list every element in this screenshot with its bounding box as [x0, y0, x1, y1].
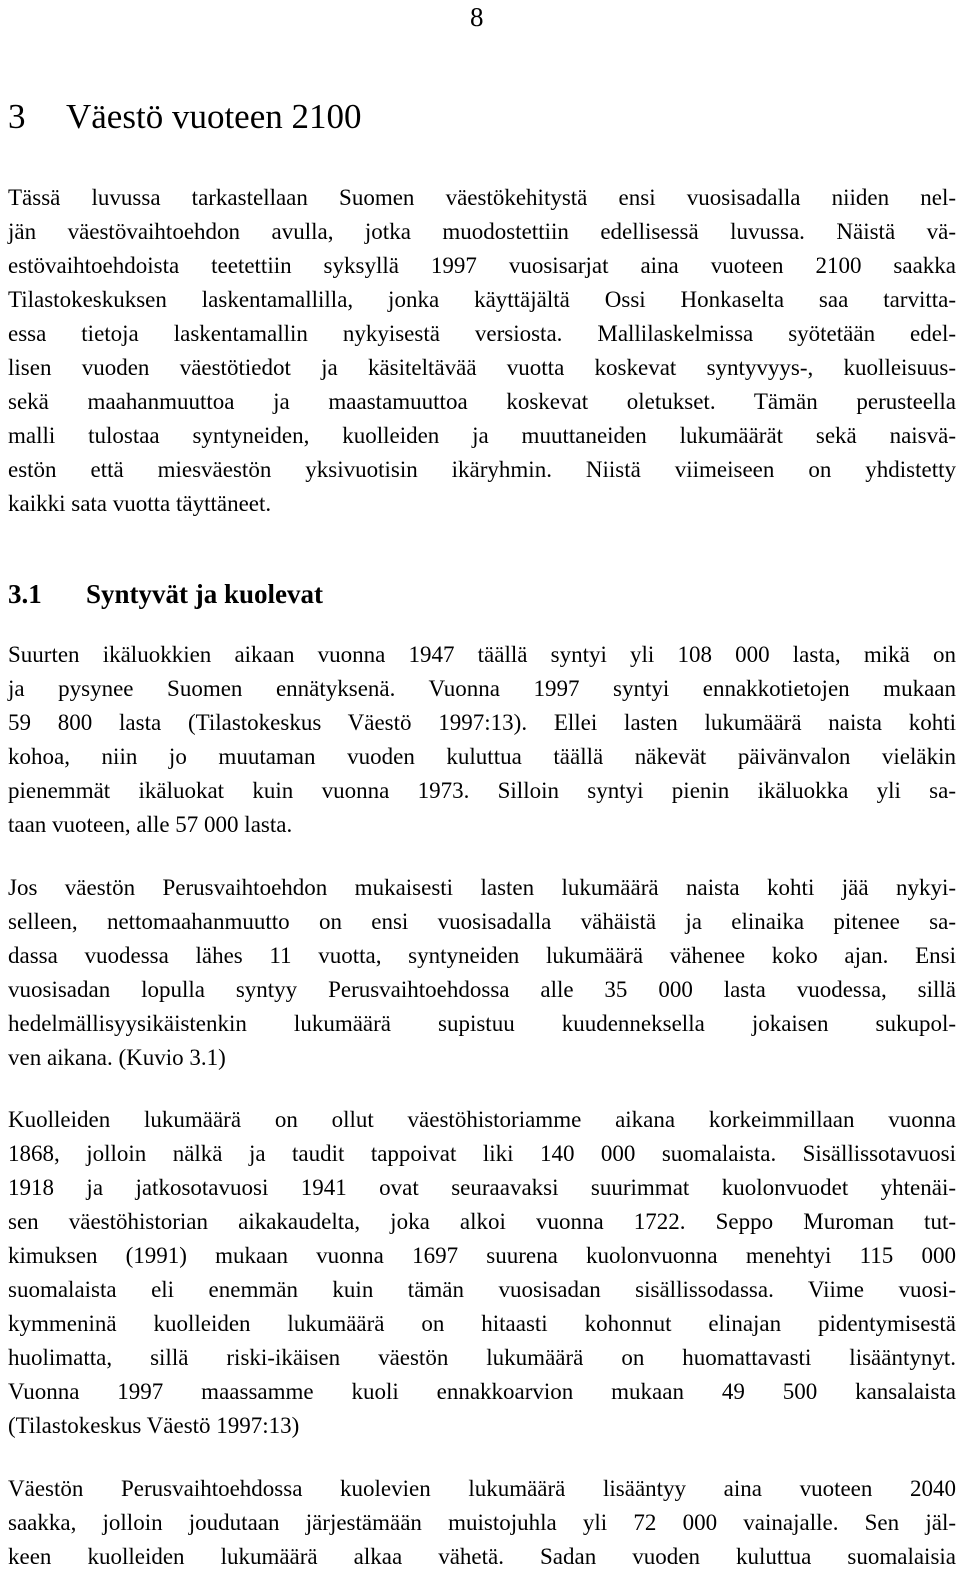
text-line: suomalaista eli enemmän kuin tämän vuosisadan sisällissodassa. Viime vuosi- — [8, 1277, 956, 1302]
text-line: kohoa, niin jo muutaman vuoden kuluttua täällä näkevät päivänvalon vieläkin — [8, 744, 956, 769]
text-line: huolimatta, sillä riski-ikäisen väestön lukumäärä on huomattavasti lisääntynyt. — [8, 1345, 956, 1370]
text-line: saakka, jolloin joudutaan järjestämään muistojuhla yli 72 000 vainajalle. Sen jäl- — [8, 1510, 956, 1535]
text-line: hedelmällisyysikäistenkin lukumäärä supistuu kuudenneksella jokaisen sukupol- — [8, 1011, 956, 1036]
text-line: sekä maahanmuuttoa ja maastamuuttoa koskevat oletukset. Tämän perusteella — [8, 389, 956, 414]
paragraph-intro — [8, 181, 956, 521]
section-number: 3.1 — [8, 579, 42, 609]
text-line: (Tilastokeskus Väestö 1997:13) — [8, 1413, 300, 1438]
paragraph-births-history — [8, 638, 956, 842]
text-line: Väestön Perusvaihtoehdossa kuolevien lukumäärä lisääntyy aina vuoteen 2040 — [8, 1476, 956, 1501]
text-line: Tässä luvussa tarkastellaan Suomen väestökehitystä ensi vuosisadalla niiden nel- — [8, 185, 956, 210]
text-line: selleen, nettomaahanmuutto on ensi vuosisadalla vähäistä ja elinaika pitenee sa- — [8, 909, 956, 934]
text-line: Suurten ikäluokkien aikaan vuonna 1947 täällä syntyi yli 108 000 lasta, mikä on — [8, 642, 956, 667]
chapter-title — [8, 96, 361, 138]
section-title — [8, 576, 323, 612]
text-line: estön että miesväestön yksivuotisin ikäryhmin. Niistä viimeiseen on yhdistetty — [8, 457, 956, 482]
chapter-number: 3 — [8, 97, 26, 136]
text-line: taan vuoteen, alle 57 000 lasta. — [8, 812, 293, 837]
text-line: sen väestöhistorian aikakaudelta, joka alkoi vuonna 1722. Seppo Muroman tut- — [8, 1209, 956, 1234]
paragraph-deaths-history — [8, 1103, 956, 1443]
text-line: essa tietoja laskentamallin nykyisestä versiosta. Mallilaskelmissa syötetään edel- — [8, 321, 956, 346]
paragraph-births-projection — [8, 871, 956, 1075]
text-line: Vuonna 1997 maassamme kuoli ennakkoarvion mukaan 49 500 kansalaista — [8, 1379, 956, 1404]
text-line: 1918 ja jatkosotavuosi 1941 ovat seuraavaksi suurimmat kuolonvuodet yhtenäi- — [8, 1175, 956, 1200]
text-line: lisen vuoden väestötiedot ja käsiteltävää vuotta koskevat syntyvyys-, kuolleisuus- — [8, 355, 956, 380]
text-line: malli tulostaa syntyneiden, kuolleiden ja muuttaneiden lukumäärät sekä naisvä- — [8, 423, 956, 448]
text-line: estövaihtoehdoista teetettiin syksyllä 1997 vuosisarjat aina vuoteen 2100 saakka — [8, 253, 956, 278]
text-line: Kuolleiden lukumäärä on ollut väestöhistoriamme aikana korkeimmillaan vuonna — [8, 1107, 956, 1132]
text-line: kaikki sata vuotta täyttäneet. — [8, 491, 272, 516]
text-line: Jos väestön Perusvaihtoehdon mukaisesti lasten lukumäärä naista kohti jää nykyi- — [8, 875, 956, 900]
text-line: kimuksen (1991) mukaan vuonna 1697 suurena kuolonvuonna menehtyi 115 000 — [8, 1243, 956, 1268]
text-line: ven aikana. (Kuvio 3.1) — [8, 1045, 226, 1070]
text-line: dassa vuodessa lähes 11 vuotta, syntyneiden lukumäärä vähenee koko ajan. Ensi — [8, 943, 956, 968]
text-line: pienemmät ikäluokat kuin vuonna 1973. Silloin syntyi pienin ikäluokka yli sa- — [8, 778, 956, 803]
text-line: 1868, jolloin nälkä ja taudit tappoivat liki 140 000 suomalaista. Sisällissotavuosi — [8, 1141, 956, 1166]
section-title-text: Syntyvät ja kuolevat — [86, 579, 324, 609]
text-line: jän väestövaihtoehdon avulla, jotka muodostettiin edellisessä luvussa. Näistä vä- — [8, 219, 956, 244]
page-number: 8 — [470, 2, 484, 32]
text-line: Tilastokeskuksen laskentamallilla, jonka käyttäjältä Ossi Honkaselta saa tarvitta- — [8, 287, 956, 312]
text-line: ja pysynee Suomen ennätyksenä. Vuonna 1997 syntyi ennakkotietojen mukaan — [8, 676, 956, 701]
paragraph-deaths-projection — [8, 1472, 956, 1574]
text-line: kymmeninä kuolleiden lukumäärä on hitaasti kohonnut elinajan pidentymisestä — [8, 1311, 956, 1336]
text-line: vuosisadan lopulla syntyy Perusvaihtoehdossa alle 35 000 lasta vuodessa, sillä — [8, 977, 956, 1002]
text-line: keen kuolleiden lukumäärä alkaa vähetä. Sadan vuoden kuluttua suomalaisia — [8, 1544, 956, 1569]
chapter-title-text: Väestö vuoteen 2100 — [66, 97, 362, 136]
text-line: 59 800 lasta (Tilastokeskus Väestö 1997:13). Ellei lasten lukumäärä naista kohti — [8, 710, 956, 735]
